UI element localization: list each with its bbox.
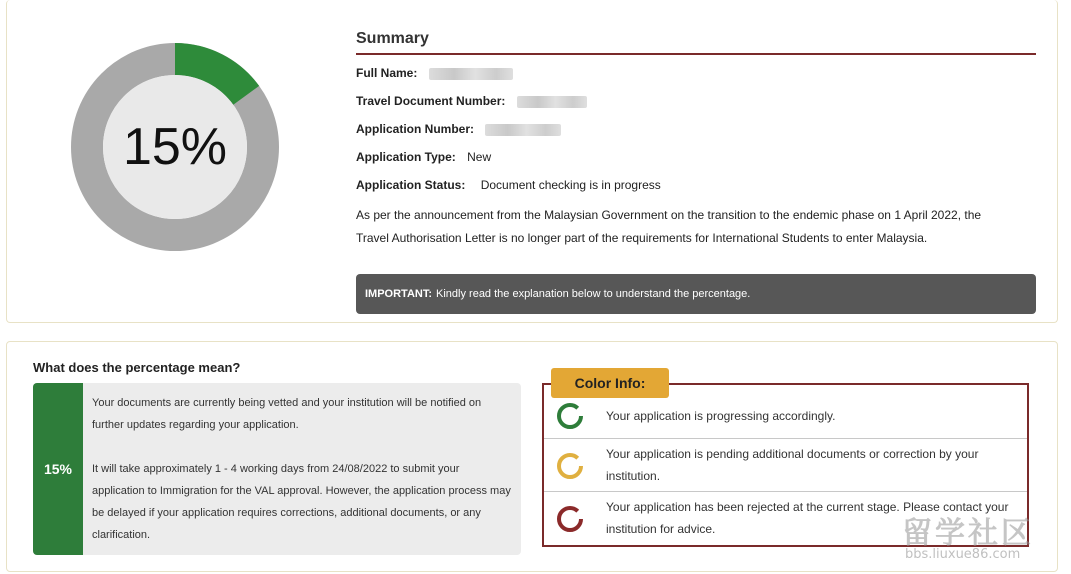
application-type-value: New <box>467 150 492 164</box>
percentage-meaning-title: What does the percentage mean? <box>33 360 241 375</box>
full-name-label: Full Name: <box>356 66 418 80</box>
application-status-label: Application Status: <box>356 178 466 192</box>
percentage-meaning-panel <box>33 383 521 555</box>
color-info-row-pending <box>544 439 1027 492</box>
application-number-redacted-value <box>485 124 561 136</box>
percentage-badge: 15% <box>33 383 83 555</box>
important-label: IMPORTANT: <box>365 288 433 300</box>
application-status-row <box>356 178 661 192</box>
progress-percent-label: 15% <box>122 118 228 176</box>
color-info-text-pending: Your application is pending additional documents or correction by your institution. <box>606 447 979 483</box>
watermark-logo-text: 留学社区 <box>902 516 1034 551</box>
application-type-row <box>356 150 491 164</box>
color-info-row-progressing <box>544 396 1027 439</box>
color-info-text-rejected: Your application has been rejected at the current stage. Please contact your institution for advice. <box>606 500 1009 536</box>
percentage-meaning-paragraph-1: Your documents are currently being vetted and your institution will be notified on further updates regarding your application. <box>92 397 482 431</box>
application-type-label: Application Type: <box>356 150 456 164</box>
summary-divider <box>356 53 1036 55</box>
summary-title: Summary <box>356 30 429 47</box>
important-text: Kindly read the explanation below to understand the percentage. <box>436 288 751 300</box>
announcement-text: As per the announcement from the Malaysian Government on the transition to the endemic phase on 1 April 2022, the Travel Authorisation Letter is no longer part of the requirements for International Students to enter Malaysia. <box>356 208 982 245</box>
full-name-row <box>356 66 513 80</box>
application-number-label: Application Number: <box>356 122 475 136</box>
yellow-progress-ring-icon <box>556 452 584 480</box>
percentage-meaning-paragraph-2: It will take approximately 1 - 4 working days from 24/08/2022 to submit your application to Immigration for the VAL approval. However, the application process may be delayed if your application requires corrections, additional documents, or any clarification. <box>92 463 511 541</box>
application-status-value: Document checking is in progress <box>480 178 661 192</box>
full-name-redacted-value <box>429 68 513 80</box>
red-progress-ring-icon <box>556 505 584 533</box>
watermark-url-text: bbs.liuxue86.com <box>905 547 1021 562</box>
application-number-row <box>356 122 561 136</box>
important-notice <box>356 274 1036 314</box>
travel-document-redacted-value <box>517 96 587 108</box>
color-info-title: Color Info: <box>551 368 669 398</box>
progress-donut <box>70 42 280 252</box>
travel-document-label: Travel Document Number: <box>356 94 506 108</box>
color-info-text-progressing: Your application is progressing accordingly. <box>606 409 836 423</box>
green-progress-ring-icon <box>556 402 584 430</box>
travel-document-row <box>356 94 587 108</box>
